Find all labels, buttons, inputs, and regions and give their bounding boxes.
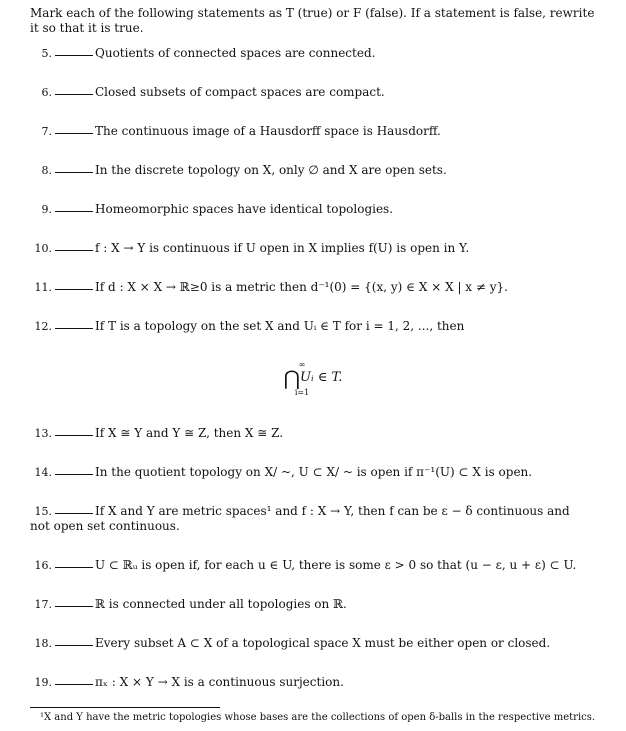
statement-9 xyxy=(30,202,600,217)
statement-number: 7. xyxy=(41,125,52,138)
intersection-formula xyxy=(278,360,348,397)
statement-text: In the discrete topology on X, only ∅ and X are open sets. xyxy=(95,163,447,177)
statement-7 xyxy=(30,124,600,139)
answer-blank[interactable] xyxy=(55,288,93,290)
statement-11 xyxy=(30,280,600,295)
statement-number: 5. xyxy=(41,47,52,60)
intersection-body: Uᵢ ∈ T. xyxy=(300,370,343,385)
answer-blank[interactable] xyxy=(55,644,93,646)
statement-text: U ⊂ ℝᵤ is open if, for each u ∈ U, there is some ε > 0 so that (u − ε, u + ε) ⊂ U. xyxy=(95,558,577,572)
statement-13 xyxy=(30,426,600,441)
statement-number: 12. xyxy=(34,320,52,333)
statement-number: 11. xyxy=(34,281,52,294)
answer-blank[interactable] xyxy=(55,327,93,329)
answer-blank[interactable] xyxy=(55,249,93,251)
statement-14 xyxy=(30,465,600,480)
statement-text: If X ≅ Y and Y ≅ Z, then X ≅ Z. xyxy=(95,426,284,440)
statement-6 xyxy=(30,85,600,100)
answer-blank[interactable] xyxy=(55,434,93,436)
statement-text: In the quotient topology on X/ ~, U ⊂ X/ ~ is open if π⁻¹(U) ⊂ X is open. xyxy=(95,465,533,479)
statement-text: The continuous image of a Hausdorff space is Hausdorff. xyxy=(95,124,441,138)
answer-blank[interactable] xyxy=(55,683,93,685)
statement-text: ℝ is connected under all topologies on ℝ. xyxy=(95,597,347,611)
answer-blank[interactable] xyxy=(55,512,93,514)
statement-text: If d : X × X → ℝ≥0 is a metric then d⁻¹(0) = {(x, y) ∈ X × X | x ≠ y}. xyxy=(95,280,508,294)
answer-blank[interactable] xyxy=(55,210,93,212)
instructions: Mark each of the following statements as T (true) or F (false). If a statement is false, rewrite it so that it is true. xyxy=(30,6,595,35)
answer-blank[interactable] xyxy=(55,605,93,607)
intersection-operator: ⋂ xyxy=(283,366,301,390)
intersection-upper-limit: ∞ xyxy=(298,360,306,369)
statement-12 xyxy=(30,319,600,334)
statement-text: f : X → Y is continuous if U open in X implies f(U) is open in Y. xyxy=(95,241,470,255)
statement-15 xyxy=(30,504,590,534)
statement-number: 6. xyxy=(41,86,52,99)
intersection-lower-limit: i=1 xyxy=(294,387,310,397)
statement-text: πₓ : X × Y → X is a continuous surjection. xyxy=(95,675,344,689)
statement-text: Quotients of connected spaces are connected. xyxy=(95,46,376,60)
answer-blank[interactable] xyxy=(55,171,93,173)
statement-16 xyxy=(30,558,600,573)
statement-19 xyxy=(30,675,600,690)
statement-text: Homeomorphic spaces have identical topologies. xyxy=(95,202,394,216)
statement-text: Closed subsets of compact spaces are compact. xyxy=(95,85,385,99)
statement-text: If X and Y are metric spaces¹ and f : X → Y, then f can be ε − δ continuous and not open set continuous. xyxy=(30,504,570,533)
answer-blank[interactable] xyxy=(55,54,93,56)
footnote-divider xyxy=(30,707,220,708)
statement-text: If T is a topology on the set X and Uᵢ ∈ T for i = 1, 2, ..., then xyxy=(95,319,465,333)
answer-blank[interactable] xyxy=(55,473,93,475)
answer-blank[interactable] xyxy=(55,93,93,95)
answer-blank[interactable] xyxy=(55,132,93,134)
statement-number: 9. xyxy=(41,203,52,216)
footnote: ¹X and Y have the metric topologies whose bases are the collections of open δ-balls in the respective metrics. xyxy=(40,712,596,723)
statement-number: 17. xyxy=(34,598,52,611)
statement-number: 16. xyxy=(34,559,52,572)
statement-number: 19. xyxy=(34,676,52,689)
statement-text: Every subset A ⊂ X of a topological space X must be either open or closed. xyxy=(95,636,551,650)
statement-number: 15. xyxy=(34,505,52,518)
statement-number: 14. xyxy=(34,466,52,479)
statement-18 xyxy=(30,636,600,651)
statement-number: 13. xyxy=(34,427,52,440)
statement-17 xyxy=(30,597,600,612)
statement-number: 10. xyxy=(34,242,52,255)
statement-number: 8. xyxy=(41,164,52,177)
answer-blank[interactable] xyxy=(55,566,93,568)
statement-8 xyxy=(30,163,600,178)
statement-number: 18. xyxy=(34,637,52,650)
statement-5 xyxy=(30,46,600,61)
statement-10 xyxy=(30,241,600,256)
